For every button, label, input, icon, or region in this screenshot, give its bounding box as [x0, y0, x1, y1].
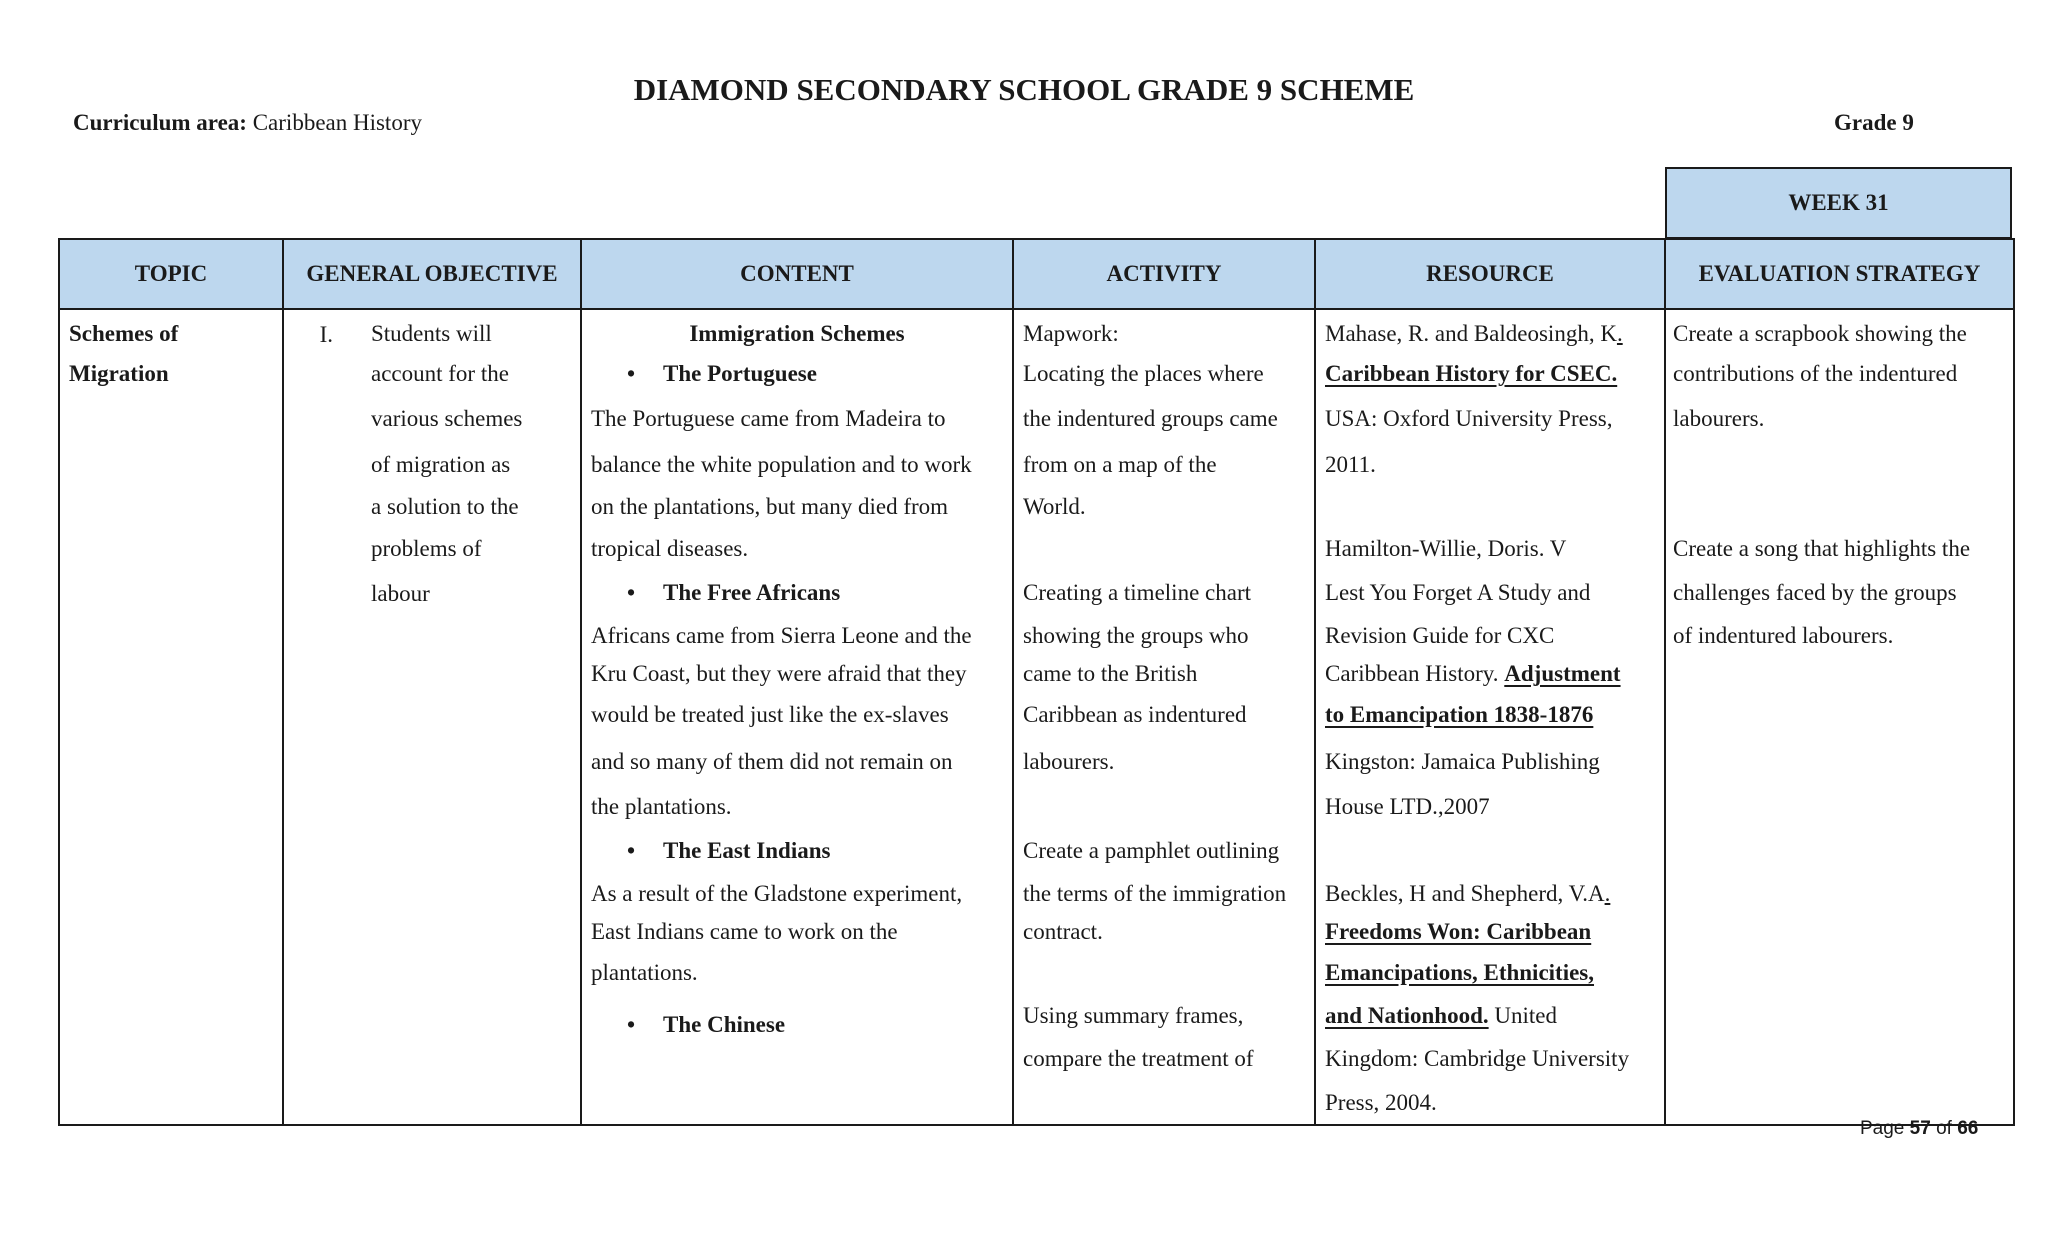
activity-line: the terms of the immigration — [1023, 881, 1287, 906]
topic-cell — [59, 309, 283, 1125]
resource-line: Revision Guide for CXC — [1325, 623, 1555, 648]
resource-line — [1325, 656, 1655, 692]
grade-label: Grade 9 — [1834, 110, 1914, 135]
content-bullet-portuguese — [591, 354, 1003, 394]
resource-line: Kingdom: Cambridge University — [1325, 1046, 1630, 1071]
resource-author — [1325, 874, 1655, 914]
content-bullet-free-africans — [591, 570, 1003, 616]
content-line: and so many of them did not remain on — [591, 749, 953, 774]
bullet-title: The East Indians — [663, 838, 831, 863]
column-header-topic: TOPIC — [59, 239, 283, 309]
content-line: Kru Coast, but they were afraid that they — [591, 661, 967, 686]
evaluation-line: contributions of the indentured — [1673, 361, 1958, 386]
content-line: balance the white population and to work — [591, 452, 972, 477]
objective-line: a solution to the — [371, 494, 519, 519]
resource-title: Freedoms Won: Caribbean — [1325, 919, 1592, 944]
resource-cell — [1315, 309, 1665, 1125]
activity-line: Using summary frames, — [1023, 1003, 1244, 1028]
content-line: The Portuguese came from Madeira to — [591, 406, 946, 431]
resource-line: USA: Oxford University Press, — [1325, 406, 1613, 431]
objective-line: account for the — [371, 361, 509, 386]
resource-line: House LTD.,2007 — [1325, 794, 1490, 819]
resource-author: Hamilton-Willie, Doris. V — [1325, 536, 1567, 561]
curriculum-value: Caribbean History — [252, 110, 422, 135]
column-header-content: CONTENT — [581, 239, 1013, 309]
document-title: DIAMOND SECONDARY SCHOOL GRADE 9 SCHEME — [633, 72, 1415, 107]
activity-line: compare the treatment of — [1023, 1046, 1254, 1071]
resource-author-dot: . — [1604, 881, 1611, 906]
evaluation-line: of indentured labourers. — [1673, 623, 1894, 648]
activity-line: labourers. — [1023, 749, 1115, 774]
scheme-table — [58, 238, 2015, 1126]
activity-line: Creating a timeline chart — [1023, 580, 1251, 605]
topic-line: Schemes of — [69, 321, 179, 346]
week-label: WEEK 31 — [1665, 167, 2012, 239]
bullet-title: The Chinese — [663, 1012, 786, 1037]
resource-author-name: Mahase, R. and Baldeosingh, K — [1325, 321, 1617, 346]
bullet-title: The Portuguese — [663, 361, 817, 386]
resource-line — [1325, 996, 1655, 1036]
bullet-icon: • — [627, 1012, 636, 1037]
bullet-icon: • — [627, 838, 636, 863]
resource-line: 2011. — [1325, 452, 1376, 477]
column-header-general-objective: GENERAL OBJECTIVE — [283, 239, 581, 309]
column-header-resource: RESOURCE — [1315, 239, 1665, 309]
total-pages: 66 — [1957, 1118, 1979, 1139]
resource-line: Press, 2004. — [1325, 1090, 1437, 1115]
activity-line: World. — [1023, 494, 1086, 519]
objective-line: labour — [371, 581, 430, 606]
evaluation-line: Create a song that highlights the — [1673, 536, 1971, 561]
content-line: As a result of the Gladstone experiment, — [591, 881, 963, 906]
of-label: of — [1936, 1118, 1952, 1139]
objective-number: I. — [319, 322, 333, 347]
resource-text: United — [1494, 1003, 1557, 1028]
bullet-icon: • — [627, 361, 636, 386]
content-line: the plantations. — [591, 794, 732, 819]
column-header-evaluation-strategy: EVALUATION STRATEGY — [1665, 239, 2014, 309]
resource-author-dot: . — [1616, 321, 1623, 346]
activity-line: Create a pamphlet outlining — [1023, 838, 1280, 863]
objective-line: various schemes — [371, 406, 523, 431]
resource-line: Kingston: Jamaica Publishing — [1325, 749, 1600, 774]
resource-title: Emancipations, Ethnicities, — [1325, 960, 1595, 985]
activity-cell — [1013, 309, 1315, 1125]
resource-author-name: Beckles, H and Shepherd, V.A — [1325, 881, 1605, 906]
activity-line: showing the groups who — [1023, 623, 1249, 648]
activity-line: Caribbean as indentured — [1023, 702, 1247, 727]
table-row — [59, 309, 2014, 1125]
resource-title: Adjustment — [1504, 661, 1621, 686]
content-line: Africans came from Sierra Leone and the — [591, 623, 972, 648]
topic-line: Migration — [69, 361, 169, 386]
resource-line: Lest You Forget A Study and — [1325, 580, 1591, 605]
activity-line: Mapwork: — [1023, 321, 1119, 346]
activity-line: from on a map of the — [1023, 452, 1217, 477]
content-cell — [581, 309, 1013, 1125]
content-heading: Immigration Schemes — [689, 321, 905, 346]
content-bullet-east-indians — [591, 828, 1003, 874]
activity-line: came to the British — [1023, 661, 1198, 686]
resource-title: to Emancipation 1838-1876 — [1325, 702, 1594, 727]
page-label: Page — [1860, 1118, 1905, 1139]
resource-author — [1325, 314, 1655, 354]
bullet-title: The Free Africans — [663, 580, 841, 605]
objective-line: Students will — [371, 321, 492, 346]
page-number: 57 — [1909, 1118, 1931, 1139]
evaluation-cell — [1665, 309, 2014, 1125]
evaluation-line: challenges faced by the groups — [1673, 580, 1957, 605]
objective-line: problems of — [371, 536, 482, 561]
objective-line: of migration as — [371, 452, 511, 477]
content-line: tropical diseases. — [591, 536, 749, 561]
page-number-footer — [1860, 1118, 1978, 1140]
resource-title: Caribbean History for CSEC. — [1325, 361, 1618, 386]
resource-text: Caribbean History. — [1325, 661, 1499, 686]
objective-cell — [283, 309, 581, 1125]
content-line: East Indians came to work on the — [591, 919, 898, 944]
column-header-activity: ACTIVITY — [1013, 239, 1315, 309]
activity-line: Locating the places where — [1023, 361, 1264, 386]
curriculum-area — [73, 110, 422, 136]
content-bullet-chinese — [591, 996, 1003, 1054]
table-header-row — [59, 239, 2014, 309]
evaluation-line: labourers. — [1673, 406, 1765, 431]
content-line: plantations. — [591, 960, 698, 985]
bullet-icon: • — [627, 580, 636, 605]
curriculum-label: Curriculum area: — [73, 110, 247, 135]
evaluation-line: Create a scrapbook showing the — [1673, 321, 1967, 346]
activity-line: the indentured groups came — [1023, 406, 1278, 431]
activity-line: contract. — [1023, 919, 1103, 944]
resource-title: and Nationhood. — [1325, 1003, 1489, 1028]
content-line: would be treated just like the ex-slaves — [591, 702, 949, 727]
content-line: on the plantations, but many died from — [591, 494, 949, 519]
